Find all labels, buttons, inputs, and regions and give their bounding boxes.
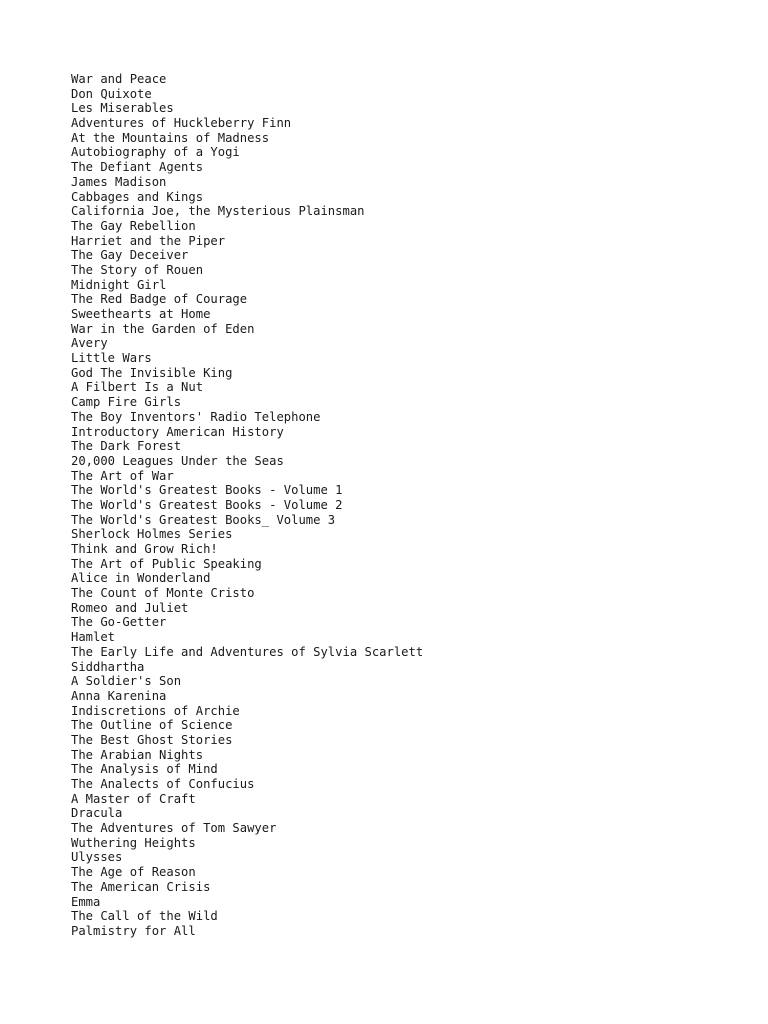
book-title: God The Invisible King xyxy=(71,365,233,380)
book-title: Don Quixote xyxy=(71,86,152,101)
book-title: Siddhartha xyxy=(71,659,145,674)
book-title: A Soldier's Son xyxy=(71,674,182,689)
book-title: The Gay Deceiver xyxy=(71,248,189,263)
book-title: The Analysis of Mind xyxy=(71,762,218,777)
book-title: War in the Garden of Eden xyxy=(71,321,255,336)
book-title: The Gay Rebellion xyxy=(71,218,196,233)
book-title: At the Mountains of Madness xyxy=(71,130,270,145)
book-title: Sweethearts at Home xyxy=(71,307,211,321)
book-title: War and Peace xyxy=(71,72,167,86)
book-title: The Best Ghost Stories xyxy=(71,732,233,747)
book-title: The World's Greatest Books_ Volume 3 xyxy=(71,512,336,527)
book-title: Wuthering Heights xyxy=(71,835,196,850)
book-title: The Arabian Nights xyxy=(71,747,204,762)
book-title: Think and Grow Rich! xyxy=(71,542,218,556)
book-title: Introductory American History xyxy=(71,424,284,439)
book-title: The Outline of Science xyxy=(71,718,233,733)
book-title: The Red Badge of Courage xyxy=(71,292,248,307)
book-title: Anna Karenina xyxy=(71,688,167,703)
book-title: The Boy Inventors' Radio Telephone xyxy=(71,409,321,424)
book-title: The World's Greatest Books - Volume 2 xyxy=(71,497,343,512)
book-title: Palmistry for All xyxy=(71,923,196,938)
book-title: California Joe, the Mysterious Plainsman xyxy=(71,204,365,219)
book-title: Autobiography of a Yogi xyxy=(71,145,240,160)
book-title: Little Wars xyxy=(71,351,152,366)
book-title: The Age of Reason xyxy=(71,865,196,880)
book-title: The Count of Monte Cristo xyxy=(71,586,255,601)
book-title: Dracula xyxy=(71,806,123,821)
book-title: 20,000 Leagues Under the Seas xyxy=(71,453,284,468)
book-title: Camp Fire Girls xyxy=(71,395,182,410)
book-title: Midnight Girl xyxy=(71,277,167,292)
book-title: Ulysses xyxy=(71,850,123,865)
book-title: Harriet and the Piper xyxy=(71,233,226,248)
book-title-list xyxy=(71,72,423,939)
book-title: Indiscretions of Archie xyxy=(71,703,240,718)
book-title: The World's Greatest Books - Volume 1 xyxy=(71,483,343,498)
book-title: The Call of the Wild xyxy=(71,909,218,924)
book-title: The Defiant Agents xyxy=(71,160,204,175)
book-title: The Go-Getter xyxy=(71,615,167,630)
book-title: The American Crisis xyxy=(71,879,211,894)
book-title: A Master of Craft xyxy=(71,791,196,806)
book-title: The Art of War xyxy=(71,468,174,483)
book-title: Hamlet xyxy=(71,630,116,645)
book-title: James Madison xyxy=(71,174,167,189)
book-title: Sherlock Holmes Series xyxy=(71,527,233,542)
book-title: Romeo and Juliet xyxy=(71,600,189,615)
book-title: The Early Life and Adventures of Sylvia Scarlett xyxy=(71,644,424,659)
book-title: Emma xyxy=(71,894,101,909)
book-title: The Story of Rouen xyxy=(71,262,204,277)
book-title: Alice in Wonderland xyxy=(71,571,211,586)
book-title: The Dark Forest xyxy=(71,439,182,454)
book-title: Adventures of Huckleberry Finn xyxy=(71,116,292,131)
book-title: A Filbert Is a Nut xyxy=(71,380,204,395)
book-title: Les Miserables xyxy=(71,101,174,116)
book-title: The Art of Public Speaking xyxy=(71,556,262,571)
document-page xyxy=(71,72,423,939)
book-title: The Analects of Confucius xyxy=(71,777,255,791)
book-title: The Adventures of Tom Sawyer xyxy=(71,821,277,836)
book-title: Cabbages and Kings xyxy=(71,189,204,204)
book-title: Avery xyxy=(71,336,108,351)
